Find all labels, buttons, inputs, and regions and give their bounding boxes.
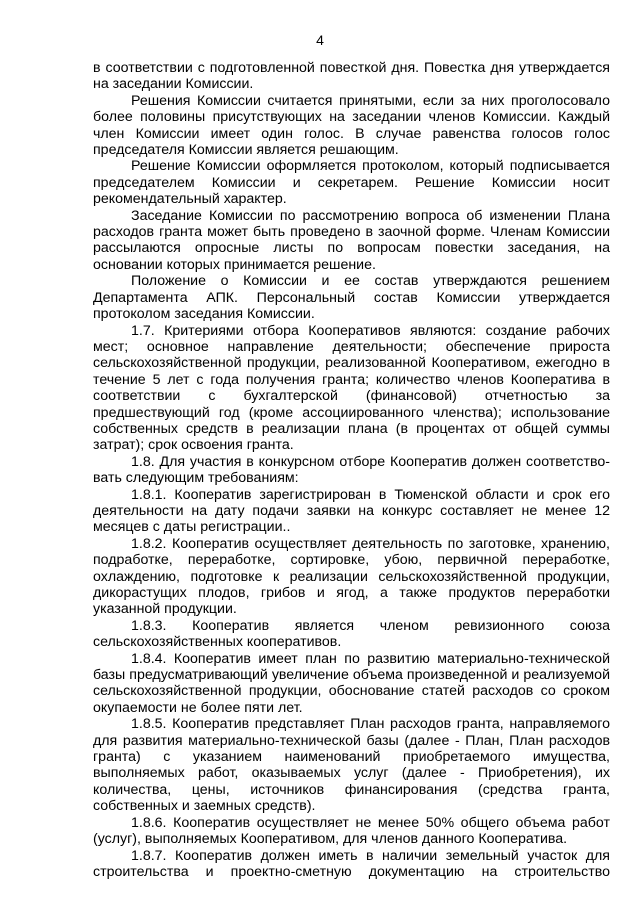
document-body	[93, 60, 610, 880]
paragraph-1-8-2: 1.8.2. Кооператив осуществляет деятельность по заготовке, хранению, подработке, переработке, сортировке, убою, первичной переработке, охлаждению, подготовке к реализации сельскохозяйственной продукции, дикорастущих плодов, грибов и ягод, а также продуктов переработки указанной продукции.	[93, 535, 610, 618]
paragraph-1-8-7: 1.8.7. Кооператив должен иметь в наличии земельный участок для строительства и проектно-сметную документацию на строительство	[93, 847, 610, 880]
page-number: 4	[316, 32, 324, 48]
paragraph-1-8-1: 1.8.1. Кооператив зарегистрирован в Тюменской области и срок его деятельности на дату подачи заявки на конкурс составляет не менее 12 месяцев с даты регистрации..	[93, 486, 610, 536]
paragraph-1-8-5: 1.8.5. Кооператив представляет План расходов гранта, направляемого для развития материально-технической базы (далее - План, План расходов гранта) с указанием наименований приобретаемого имущества, выполняемых работ, оказываемых услуг (далее - Приобретения), их количества, цены, источников финансирования (средства гранта, собственных и заемных средств).	[93, 716, 610, 815]
paragraph-1-7-criteria: 1.7. Критериями отбора Кооперативов являются: создание рабочих мест; основное направление деятельности; обеспечение прироста сельскохозяйственной продукции, реализованной Кооперативом, ежегодно в течение 5 лет с года получения гранта; количество членов Кооператива в соответствии с бухгалтерской (финансовой) отчетностью за предшествующий год (кроме ассоциированного членства); использование собственных средств в реализации плана (в процентах от общей суммы затрат); срок освоения гранта.	[93, 322, 610, 454]
paragraph-agenda: в соответствии с подготовленной повесткой дня. Повестка дня утверждается на заседании Комиссии.	[93, 60, 610, 93]
paragraph-commission-regulation: Положение о Комиссии и ее состав утверждаются решением Департамента АПК. Персональный состав Комиссии утверждается протоколом заседания Комиссии.	[93, 273, 610, 323]
paragraph-1-8-3: 1.8.3. Кооператив является членом ревизионного союза сельскохозяйственных кооперативов.	[93, 617, 610, 651]
paragraph-absentee-meeting: Заседание Комиссии по рассмотрению вопроса об изменении Плана расходов гранта может быть проведено в заочной форме. Членам Комиссии рассылаются опросные листы по вопросам повестки заседания, на основании которых принимается решение.	[93, 207, 610, 273]
paragraph-1-8-6: 1.8.6. Кооператив осуществляет не менее 50% общего объема работ (услуг), выполняемых Кооперативом, для членов данного Кооператива.	[93, 814, 610, 848]
paragraph-1-8-4: 1.8.4. Кооператив имеет план по развитию материально-технической базы предусматривающий увеличение объема произведенной и реализуемой сельскохозяйственной продукции, обоснование статей расходов со сроком окупаемости не более пяти лет.	[93, 650, 610, 716]
paragraph-protocol: Решение Комиссии оформляется протоколом, который подписывается председателем Комиссии и секретарем. Решение Комиссии носит рекомендательный характер.	[93, 158, 610, 208]
paragraph-decisions: Решения Комиссии считается принятыми, если за них проголосовало более половины присутствующих на заседании членов Комиссии. Каждый член Комиссии имеет один голос. В случае равенства голосов голос председателя Комиссии является решающим.	[93, 92, 610, 159]
paragraph-1-8-requirements: 1.8. Для участия в конкурсном отборе Кооператив должен соответство-вать следующим требованиям:	[93, 453, 610, 487]
